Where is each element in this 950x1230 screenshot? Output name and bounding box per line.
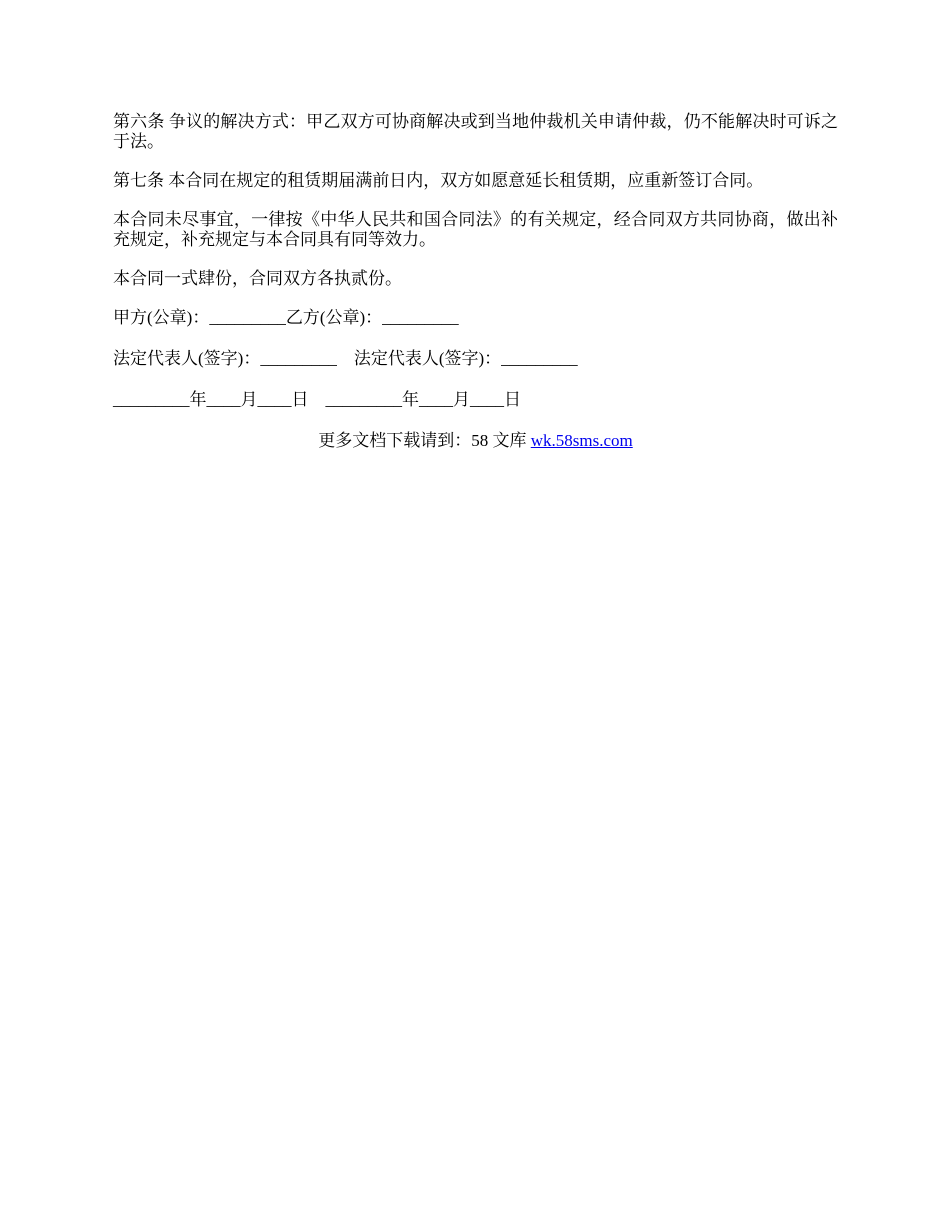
seal-signature-line: 甲方(公章)：_________乙方(公章)：_________ — [113, 308, 459, 327]
download-footer — [113, 431, 838, 451]
date-signature-line: _________年____月____日 _________年____月____日 — [113, 390, 521, 409]
footer-link[interactable]: wk.58sms.com — [530, 431, 633, 450]
document-page — [113, 112, 838, 451]
article-seven-paragraph: 第七条 本合同在规定的租赁期届满前日内，双方如愿意延长租赁期，应重新签订合同。 — [113, 171, 764, 190]
article-six-paragraph: 第六条 争议的解决方式：甲乙双方可协商解决或到当地仲裁机关申请仲裁，仍不能解决时可诉之于法。 — [113, 112, 838, 151]
supplementary-clause-paragraph: 本合同未尽事宜，一律按《中华人民共和国合同法》的有关规定，经合同双方共同协商，做出补充规定，补充规定与本合同具有同等效力。 — [113, 210, 838, 249]
footer-text: 更多文档下载请到：58 文库 — [318, 431, 531, 450]
representative-signature-line: 法定代表人(签字)：_________ 法定代表人(签字)：_________ — [113, 349, 578, 368]
copies-clause-paragraph: 本合同一式肆份，合同双方各执贰份。 — [113, 269, 402, 288]
